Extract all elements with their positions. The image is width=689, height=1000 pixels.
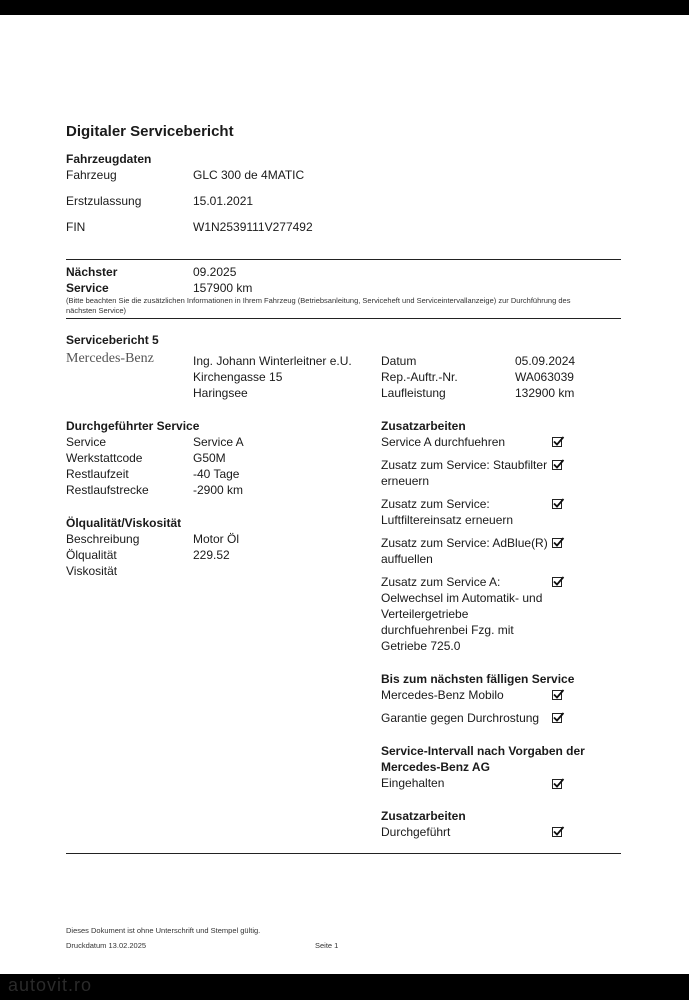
oil-heading: Ölqualität/Viskosität	[66, 516, 182, 530]
checkbox-checked	[552, 437, 562, 447]
extra-work-item: Zusatz zum Service A: Oelwechsel im Automatik- und Verteilergetriebe durchfuehrenbei Fzg. mit Getriebe 725.0	[381, 575, 543, 653]
checkmark-icon	[552, 688, 565, 701]
divider	[66, 853, 621, 854]
date-label: Datum	[381, 354, 417, 368]
print-date: Druckdatum 13.02.2025	[66, 941, 147, 950]
footer-note: Dieses Dokument ist ohne Unterschrift und Stempel gültig.	[66, 926, 261, 935]
workshop-code-value: G50M	[193, 451, 226, 465]
divider	[66, 318, 621, 319]
mobilo-item: Mercedes-Benz Mobilo	[381, 688, 504, 702]
report-heading: Servicebericht 5	[66, 333, 159, 347]
remaining-distance-value: -2900 km	[193, 483, 244, 497]
checkmark-icon	[552, 777, 565, 790]
dealer-city: Haringsee	[193, 386, 248, 400]
brand-logo-text: Mercedes-Benz	[66, 351, 154, 366]
top-black-bar	[0, 0, 689, 15]
next-service-date: 09.2025	[193, 265, 237, 279]
extra-work-heading: Zusatzarbeiten	[381, 419, 466, 433]
checkmark-icon	[552, 825, 565, 838]
extra-work-item: Zusatz zum Service: Staubfilter erneuern	[381, 458, 548, 488]
checkbox-checked	[552, 499, 562, 509]
extra-work-item: Service A durchfuehren	[381, 435, 506, 449]
checkmark-icon	[552, 497, 565, 510]
document-title: Digitaler Servicebericht	[66, 123, 234, 140]
interval-heading: Service-Intervall nach Vorgaben der	[381, 744, 585, 758]
next-service-km: 157900 km	[193, 281, 253, 295]
mileage-value: 132900 km	[515, 386, 575, 400]
remaining-time-value: -40 Tage	[193, 467, 240, 481]
checkbox-checked	[552, 538, 562, 548]
oil-quality-label: Ölqualität	[66, 548, 117, 562]
vin-label: FIN	[66, 220, 86, 234]
oil-quality-value: 229.52	[193, 548, 230, 562]
service-value: Service A	[193, 435, 244, 449]
vin-value: W1N2539111V277492	[193, 220, 313, 234]
extra-work2-heading: Zusatzarbeiten	[381, 809, 466, 823]
checkbox-checked	[552, 690, 562, 700]
remaining-distance-label: Restlaufstrecke	[66, 483, 149, 497]
oil-description-label: Beschreibung	[66, 532, 140, 546]
checkmark-icon	[552, 435, 565, 448]
oil-description-value: Motor Öl	[193, 532, 240, 546]
next-service-label-2: Service	[66, 281, 109, 295]
order-number-value: WA063039	[515, 370, 574, 384]
checkbox-checked	[552, 460, 562, 470]
checkbox-checked	[552, 827, 562, 837]
interval-item: Eingehalten	[381, 776, 445, 790]
bottom-black-bar	[0, 974, 689, 1000]
next-service-label: Nächster	[66, 265, 118, 279]
first-registration-label: Erstzulassung	[66, 194, 142, 208]
checkmark-icon	[552, 458, 565, 471]
service-label: Service	[66, 435, 107, 449]
extra-work-item: Zusatz zum Service: Luftfiltereinsatz erneuern	[381, 497, 514, 527]
viscosity-label: Viskosität	[66, 564, 118, 578]
checkbox-checked	[552, 779, 562, 789]
dealer-street: Kirchengasse 15	[193, 370, 283, 384]
vehicle-value: GLC 300 de 4MATIC	[193, 168, 305, 182]
next-service-note: (Bitte beachten Sie die zusätzlichen Informationen in Ihrem Fahrzeug (Betriebsanleitung, Serviceheft und Serviceintervallanzeige) zur Durchführung des nächsten Service)	[66, 296, 571, 315]
service-heading: Durchgeführter Service	[66, 419, 200, 433]
workshop-code-label: Werkstattcode	[66, 451, 143, 465]
order-number-label: Rep.-Auftr.-Nr.	[381, 370, 458, 384]
interval-heading-2: Mercedes-Benz AG	[381, 760, 490, 774]
extra-work-item: Zusatz zum Service: AdBlue(R) auffuellen	[381, 536, 548, 566]
mileage-label: Laufleistung	[381, 386, 446, 400]
rust-warranty-item: Garantie gegen Durchrostung	[381, 711, 540, 725]
extra-work2-item: Durchgeführt	[381, 825, 451, 839]
remaining-time-label: Restlaufzeit	[66, 467, 129, 481]
vehicle-heading: Fahrzeugdaten	[66, 152, 152, 166]
checkmark-icon	[552, 536, 565, 549]
divider	[66, 259, 621, 260]
dealer-name: Ing. Johann Winterleitner e.U.	[193, 354, 352, 368]
date-value: 05.09.2024	[515, 354, 576, 368]
vehicle-label: Fahrzeug	[66, 168, 117, 182]
first-registration-value: 15.01.2021	[193, 194, 254, 208]
checkmark-icon	[552, 711, 565, 724]
checkbox-checked	[552, 713, 562, 723]
until-next-heading: Bis zum nächsten fälligen Service	[381, 672, 575, 686]
watermark-text: autovit.ro	[8, 975, 93, 995]
page-number: Seite 1	[315, 941, 339, 950]
checkmark-icon	[552, 575, 565, 588]
checkbox-checked	[552, 577, 562, 587]
